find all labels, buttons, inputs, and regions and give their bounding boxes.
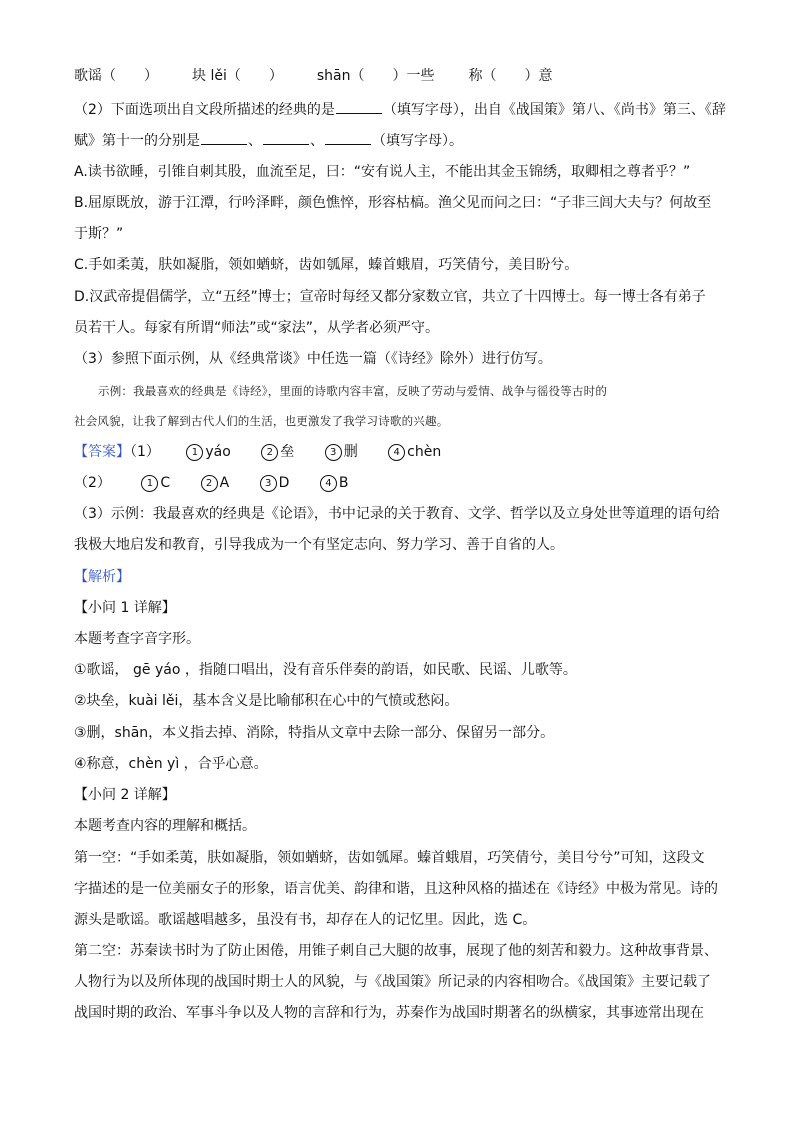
circle-number: 4 — [388, 444, 405, 461]
answer-blank[interactable] — [336, 101, 382, 114]
sub-question-1-intro: 本题考查字音字形。 — [74, 631, 200, 647]
q2-line-2: 赋》第十一的分别是 、 、 （填写字母）。 — [74, 133, 463, 149]
answer-label: 【答案】 — [74, 444, 130, 460]
option-c: C.手如柔荑，肤如凝脂，领如蝤蛴，齿如瓠犀，螓首蛾眉，巧笑倩兮，美目盼兮。 — [74, 257, 579, 273]
answer-blank[interactable] — [325, 132, 371, 145]
answer-blank[interactable] — [263, 132, 309, 145]
answer-row-2: （2） 1 C 2 A 3 D 4 B — [74, 475, 349, 491]
list-item: ④称意，chèn yì ，合乎心意。 — [74, 756, 268, 772]
q2-line-1: （2）下面选项出自文段所描述的经典的是 （填写字母），出自《战国策》第八、《尚书》第三、《辞 — [74, 102, 726, 118]
list-item: ①歌谣， gē yáo ，指随口唱出，没有音乐伴奏的韵语，如民歌、民谣、儿歌等。 — [74, 662, 577, 678]
list-item: ②块垒，kuài lěi，基本含义是比喻郁积在心中的气愤或愁闷。 — [74, 693, 459, 709]
answer-blank[interactable] — [201, 132, 247, 145]
list-item: ③删，shān，本义指去掉、消除，特指从文章中去除一部分、保留另一部分。 — [74, 725, 555, 741]
option-b-line-1: B.屈原既放，游于江潭，行吟泽畔，颜色憔悴，形容枯槁。渔父见而问之曰：“子非三闾大夫与？何故至 — [74, 195, 712, 211]
circle-number: 1 — [186, 444, 203, 461]
paragraph-line: 字描述的是一位美丽女子的形象，语言优美、韵律和谐，且这种风格的描述在《诗经》中极为常见。诗的 — [74, 881, 718, 897]
sub-question-2-intro: 本题考查内容的理解和概括。 — [74, 818, 256, 834]
paragraph-line: 源头是歌谣。歌谣越唱越多，虽没有书，却存在人的记忆里。因此，选 C。 — [74, 912, 537, 928]
sub-question-1-title: 【小问 1 详解】 — [74, 600, 176, 616]
circle-number: 3 — [260, 475, 277, 492]
sub-question-2-title: 【小问 2 详解】 — [74, 787, 176, 803]
answer-3-line-2: 我极大地启发和教育，引导我成为一个有坚定志向、努力学习、善于自省的人。 — [74, 537, 564, 553]
option-b-line-2: 于斯？” — [74, 226, 124, 242]
q1-word-row: 歌谣（ ） 块 lěi（ ） shān（ ）一些 称（ ）意 — [74, 68, 553, 84]
option-d-line-1: D.汉武帝提倡儒学，立“五经”博士；宣帝时每经又都分家数立官，共立了十四博士。每一博士各有弟子 — [74, 289, 706, 305]
answer-3-line-1: （3）示例：我最喜欢的经典是《论语》，书中记录的关于教育、文学、哲学以及立身处世等道理的语句给 — [74, 506, 720, 522]
example-line-2: 社会风貌，让我了解到古代人们的生活，也更激发了我学习诗歌的兴趣。 — [74, 414, 449, 428]
example-line-1: 示例：我最喜欢的经典是《诗经》，里面的诗歌内容丰富，反映了劳动与爱情、战争与徭役等古时的 — [98, 384, 608, 398]
paragraph-line: 人物行为以及所体现的战国时期士人的风貌，与《战国策》所记录的内容相吻合。《战国策》主要记载了 — [74, 974, 711, 990]
q3-prompt: （3）参照下面示例，从《经典常谈》中任选一篇（《诗经》除外）进行仿写。 — [74, 351, 552, 367]
circle-number: 1 — [141, 475, 158, 492]
circle-number: 2 — [261, 444, 278, 461]
option-a: A.读书欲睡，引锥自刺其股，血流至足，曰：“安有说人主，不能出其金玉锦绣，取卿相之尊者乎？” — [74, 164, 691, 180]
circle-number: 2 — [201, 475, 218, 492]
paragraph-line: 战国时期的政治、军事斗争以及人物的言辞和行为，苏秦作为战国时期著名的纵横家，其事迹常出现在 — [74, 1005, 704, 1021]
paragraph-line: 第一空：“手如柔荑，肤如凝脂，领如蝤蛴，齿如瓠犀。螓首蛾眉，巧笑倩兮，美目兮兮”可知，这段文 — [74, 850, 705, 866]
analysis-label: 【解析】 — [74, 569, 130, 585]
circle-number: 4 — [320, 475, 337, 492]
circle-number: 3 — [325, 444, 342, 461]
paragraph-line: 第二空：苏秦读书时为了防止困倦，用锥子刺自己大腿的故事，展现了他的刻苦和毅力。这种故事背景、 — [74, 943, 718, 959]
option-d-line-2: 员若干人。每家有所谓“师法”或“家法”，从学者必须严守。 — [74, 320, 440, 336]
answer-row-1: 【答案】（1） 1 yáo 2 垒 3 删 4 chèn — [74, 444, 442, 460]
